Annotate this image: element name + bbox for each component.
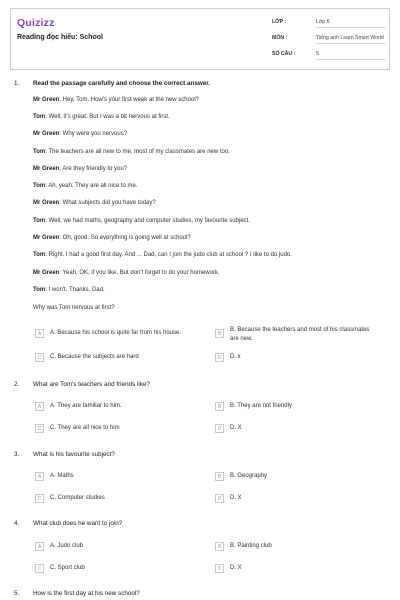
utterance: : Right. I had a good first day. And ... Dad, can I join the judo club at school ? I like to do judo. <box>45 252 292 258</box>
question-text: What is his favourite subject? <box>33 451 115 458</box>
option-letter: C <box>35 424 44 433</box>
utterance: : Hey, Tom. How's your first week at the new school? <box>59 97 199 103</box>
meta-divider <box>316 59 386 60</box>
option-text: C. Because the subjects are hard <box>50 354 139 360</box>
option-text: C. Computer studies <box>50 495 105 501</box>
worksheet-meta <box>272 19 390 67</box>
meta-count <box>272 51 390 67</box>
dialogue-line <box>33 252 292 258</box>
speaker: Tom <box>33 183 46 189</box>
dialogue-line <box>33 235 191 241</box>
dialogue-line <box>33 218 250 224</box>
option-letter: B <box>215 472 224 481</box>
speaker: Mr Green <box>33 166 60 172</box>
speaker: Tom <box>33 218 46 224</box>
meta-subject-value: Tiếng anh Learn Smart World <box>316 35 384 41</box>
question-text: What are Tom's teachers and friends like? <box>33 381 150 388</box>
dialogue-line <box>33 183 138 189</box>
option-text: A. Judo club <box>50 543 84 549</box>
meta-divider <box>316 43 386 44</box>
speaker: Mr Green <box>33 270 60 276</box>
option-text: A. Maths <box>50 473 74 479</box>
speaker: Tom <box>33 114 46 120</box>
question-text: What club does he want to join? <box>33 520 123 527</box>
option-letter: C <box>35 494 44 503</box>
dialogue-line <box>33 200 156 206</box>
speaker: Mr Green <box>33 200 60 206</box>
option-letter: B <box>215 402 224 411</box>
utterance: : I won't. Thanks, Dad. <box>45 287 105 293</box>
speaker: Tom <box>33 287 46 293</box>
utterance: : Ah, yeah. They are all nice to me. <box>45 183 138 189</box>
question-number: 4. <box>14 520 20 527</box>
meta-divider <box>316 27 386 28</box>
utterance: : Yeah, OK, if you like. But don't forget to do your homework. <box>59 270 220 276</box>
question-instruction: Read the passage carefully and choose the correct answer. <box>33 80 211 87</box>
dialogue-line <box>33 166 127 172</box>
option-text: D. X <box>230 565 242 571</box>
option-letter: B <box>215 329 224 338</box>
question-text: Why was Tom nervous at first? <box>33 305 115 311</box>
question-number: 2. <box>14 381 20 388</box>
worksheet-header <box>10 8 390 70</box>
option-text: C. Sport club <box>50 565 85 571</box>
meta-subject <box>272 35 390 51</box>
option-letter: D <box>215 353 224 362</box>
speaker: Mr Green <box>33 131 60 137</box>
speaker: Tom <box>33 252 46 258</box>
utterance: : Oh, good. So everything is going well at school? <box>59 235 191 241</box>
meta-grade <box>272 19 390 35</box>
utterance: : Why were you nervous? <box>59 131 128 137</box>
option-letter: A <box>35 402 44 411</box>
option-letter: C <box>35 564 44 573</box>
dialogue-line <box>33 97 199 103</box>
speaker: Mr Green <box>33 235 60 241</box>
question-number: 5. <box>14 590 20 597</box>
option-letter: A <box>35 542 44 551</box>
meta-count-value: 5 <box>316 51 319 57</box>
option-letter: B <box>215 542 224 551</box>
option-text: A. They are familiar to him. <box>50 403 122 409</box>
dialogue-line <box>33 149 230 155</box>
utterance: : Well, it's great. But I was a bit nervous at first. <box>45 114 170 120</box>
meta-grade-value: Lớp 6 <box>316 19 330 25</box>
question-number: 1. <box>14 80 20 87</box>
worksheet-title: Reading đọc hiểu: School <box>17 34 103 41</box>
option-text: B. Painting club <box>230 543 272 549</box>
meta-subject-label: MÔN : <box>272 35 288 41</box>
speaker: Tom <box>33 149 46 155</box>
dialogue-line <box>33 287 105 293</box>
question-number: 3. <box>14 451 20 458</box>
option-text: B. Geography <box>230 473 268 479</box>
option-letter: C <box>35 353 44 362</box>
option-letter: A <box>35 472 44 481</box>
option-text: B. They are not friendly <box>230 403 292 409</box>
option-letter: D <box>215 494 224 503</box>
meta-count-label: SỐ CÂU : <box>272 51 296 57</box>
option-text: D. X <box>230 495 242 501</box>
utterance: : Well, we had maths, geography and computer studies, my favourite subject. <box>45 218 250 224</box>
option-text: B. Because the teachers and most of his classmates are new. <box>230 327 370 342</box>
quizizz-logo: Quizizz <box>17 17 55 29</box>
utterance: : The teachers are all new to me, most of my classmates are new too. <box>45 149 230 155</box>
utterance: : Are they friendly to you? <box>59 166 128 172</box>
option-text: A. Because his school is quite far from his house. <box>50 330 182 336</box>
option-letter: D <box>215 424 224 433</box>
dialogue-line <box>33 114 170 120</box>
option-text: C. They are all nice to him <box>50 425 120 431</box>
utterance: : What subjects did you have today? <box>59 200 156 206</box>
option-text: D. X <box>230 425 242 431</box>
speaker: Mr Green <box>33 97 60 103</box>
dialogue-line <box>33 270 220 276</box>
question-text: How is the first day at his new school? <box>33 590 140 597</box>
option-text: D. x <box>230 354 241 360</box>
option-letter: A <box>35 329 44 338</box>
dialogue-line <box>33 131 127 137</box>
meta-grade-label: LỚP : <box>272 19 287 25</box>
option-letter: D <box>215 564 224 573</box>
